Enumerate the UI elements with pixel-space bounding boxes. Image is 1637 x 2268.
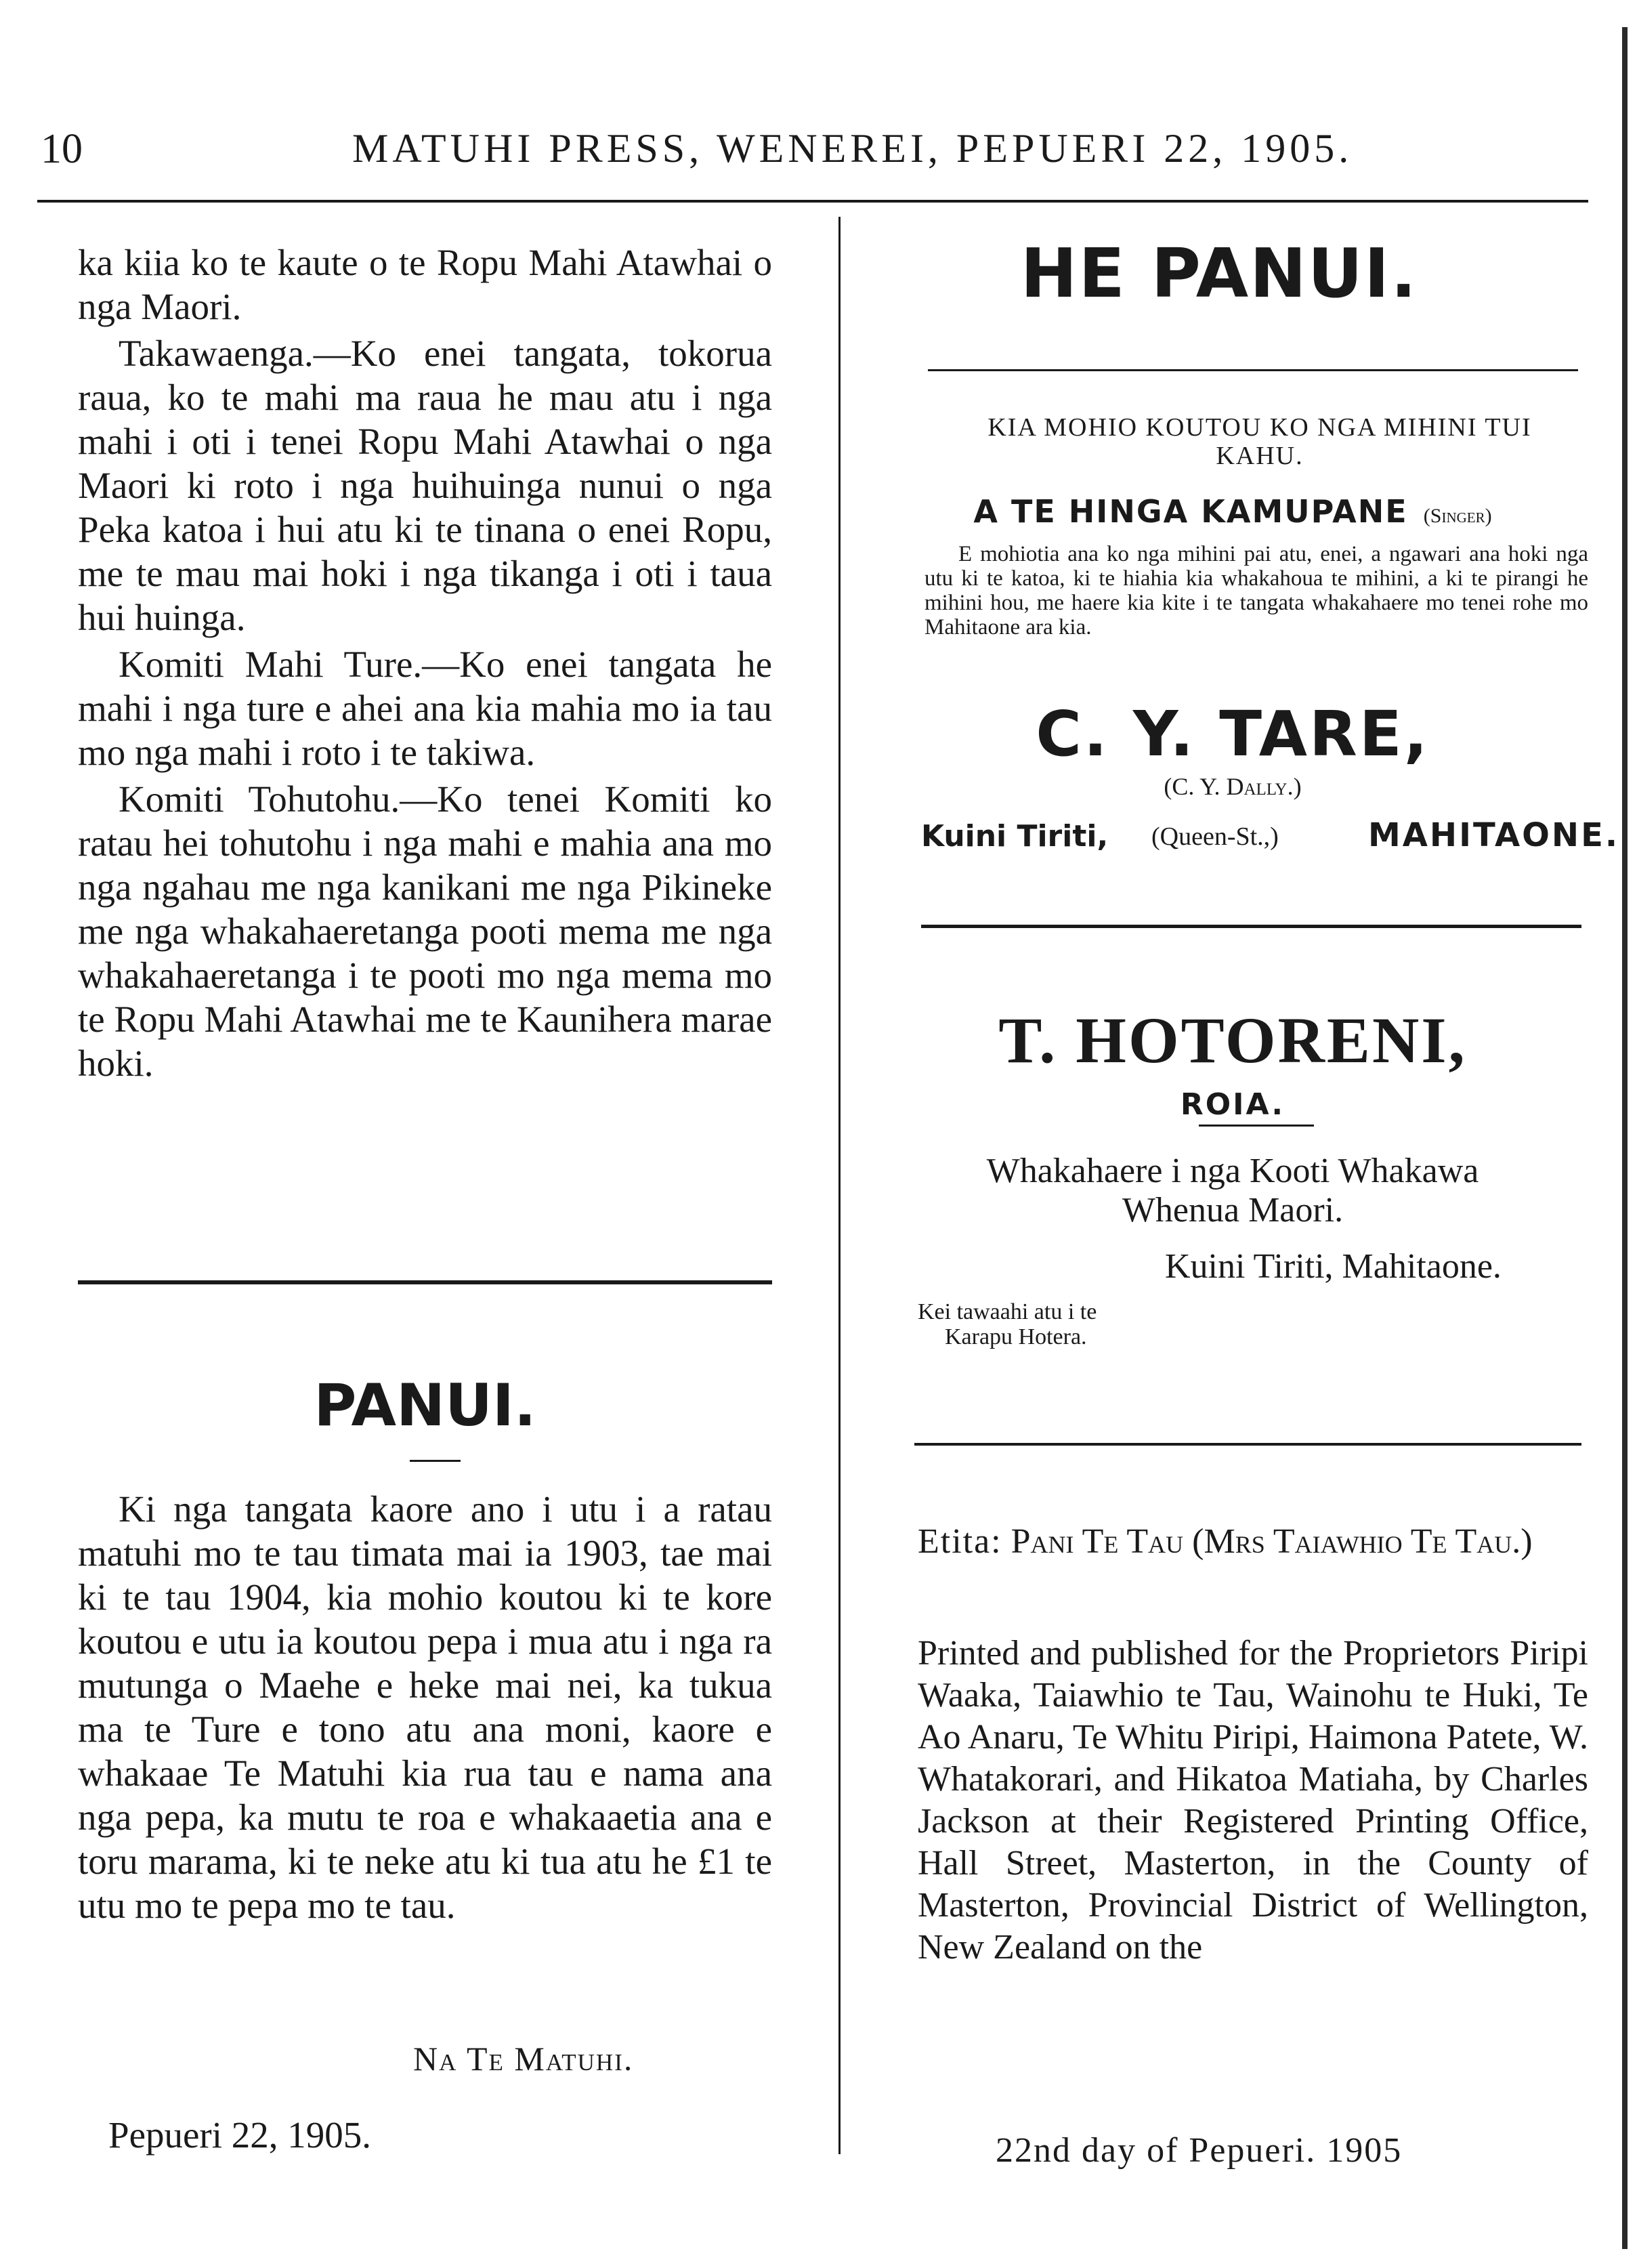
hotoreni-address: Kuini Tiriti, Mahitaone. <box>1165 1247 1502 1286</box>
paragraph-komiti-tohutohu: Komiti Tohutohu.—Ko tenei Komiti ko ratau hei tohutohu i nga mahi e mahia ana mo nga ngahau me nga kanikani me nga Pikineke me nga whakahaeretanga pooti mema me nga whakahaeretanga i te pooti mo nga mema mo te Ropu Mahi Atawhai me te Kaunihera marae hoki. <box>78 778 772 1084</box>
he-panui-rule <box>928 369 1578 371</box>
agent-town: MAHITAONE. <box>1368 816 1620 854</box>
paragraph-continuation: ka kiia ko te kaute o te Ropu Mahi Atawhai o nga Maori. <box>78 242 772 327</box>
hotoreni-role: ROIA. <box>1180 1087 1285 1122</box>
editor-label: Etita: <box>918 1522 1002 1561</box>
panui-signature: Na Te Matuhi. <box>413 2040 634 2078</box>
agent-street-english: (Queen-St.,) <box>1151 822 1279 851</box>
paragraph-takawaenga: Takawaenga.—Ko enei tangata, tokorua raua, ko te mahi ma raua he mau atu i nga mahi i oti i tenei Ropu Mahi Atawhai o nga Maori ki roto i nga huihuinga nunui o nga Peka katoa i hui atu ki te tinana o enei Ropu, me te mau mai hoki i nga tikanga i oti i taua hui huinga. <box>78 333 772 638</box>
agent-address-row <box>921 816 1620 857</box>
hotoreni-name: T. HOTORENI, <box>998 1004 1467 1076</box>
imprint-printed: Printed and published for the Proprietors Piripi Waaka, Taiawhio te Tau, Wainohu te Huki, Te Ao Anaru, Te Whitu Piripi, Haimona Patete, W. Whatakorari, and Hikatoa Matiaha, by Charles Jackson at their Registered Printing Office, Hall Street, Masterton, in the County of Masterton, Provincial District of Wellington, New Zealand on the <box>918 1634 1588 1967</box>
panui-body: Ki nga tangata kaore ano i utu i a ratau matuhi mo te tau timata mai ia 1903, tae mai ki te tau 1904, kia mohio koutou ki te kore koutou e utu ia koutou pepa i mua atu i nga ra mutunga o Maehe e heke mai nei, ka tukua ma te Ture e tono atu ana moni, kaore e whakaae Te Matuhi kia rua tau e nama ana nga pepa, ka mutu te roa e whakaaetia ana e toru marama, ki te neke atu ki tua atu he £1 te utu mo te pepa mo te tau. <box>78 1488 772 1926</box>
imprint-date: 22nd day of Pepueri. 1905 <box>996 2131 1403 2170</box>
he-panui-body: E mohiotia ana ko nga mihini pai atu, enei, a ngawari ana hoki nga utu ki te katoa, ki te hiahia kia whakahoua te mihini, a ki te pirangi he mihini hou, me haere kia kite i te tangata whakahaere mo tenei rohe mo Mahitaone ara kia. <box>924 542 1588 639</box>
hotoreni-role-underline <box>1199 1125 1314 1127</box>
header-rule <box>37 200 1588 203</box>
left-column <box>78 240 772 1085</box>
agent-name: C. Y. TARE, <box>1036 698 1430 770</box>
he-panui-title: HE PANUI. <box>1020 234 1418 313</box>
article-text <box>78 240 772 1085</box>
panui-title-rule <box>410 1460 461 1462</box>
he-panui-subhead: A TE HINGA KAMUPANE <box>973 493 1408 530</box>
he-panui-subhead-note: (Singer) <box>1423 505 1492 527</box>
hotoreni-location-2: Karapu Hotera. <box>945 1324 1087 1349</box>
he-panui-intro: KIA MOHIO KOUTOU KO NGA MIHINI TUI KAHU. <box>987 413 1532 470</box>
panui-title: PANUI. <box>314 1372 536 1440</box>
he-panui-subhead-row <box>880 493 1585 530</box>
page-edge <box>1622 27 1628 2249</box>
hotoreni-end-rule <box>914 1443 1581 1446</box>
hotoreni-location-1: Kei tawaahi atu i te <box>918 1299 1097 1324</box>
he-panui-end-rule <box>921 925 1581 928</box>
column-divider <box>838 217 841 2154</box>
agent-name-english: (C. Y. Dally.) <box>1164 773 1302 800</box>
left-section-rule <box>78 1280 772 1284</box>
panui-date: Pepueri 22, 1905. <box>108 2114 372 2156</box>
page-number: 10 <box>41 126 83 172</box>
paragraph-komiti-mahi-ture: Komiti Mahi Ture.—Ko enei tangata he mahi i nga ture e ahei ana kia mahia mo ia tau mo nga mahi i roto i te takiwa. <box>78 644 772 773</box>
imprint-editor-line <box>918 1521 1588 1563</box>
editor-name: Pani Te Tau (Mrs Taiawhio Te Tau.) <box>1011 1522 1533 1561</box>
hotoreni-description: Whakahaere i nga Kooti Whakawa Whenua Maori. <box>986 1152 1479 1230</box>
agent-street: Kuini Tiriti, <box>921 819 1109 854</box>
running-head: MATUHI PRESS, WENEREI, PEPUERI 22, 1905. <box>352 126 1353 171</box>
